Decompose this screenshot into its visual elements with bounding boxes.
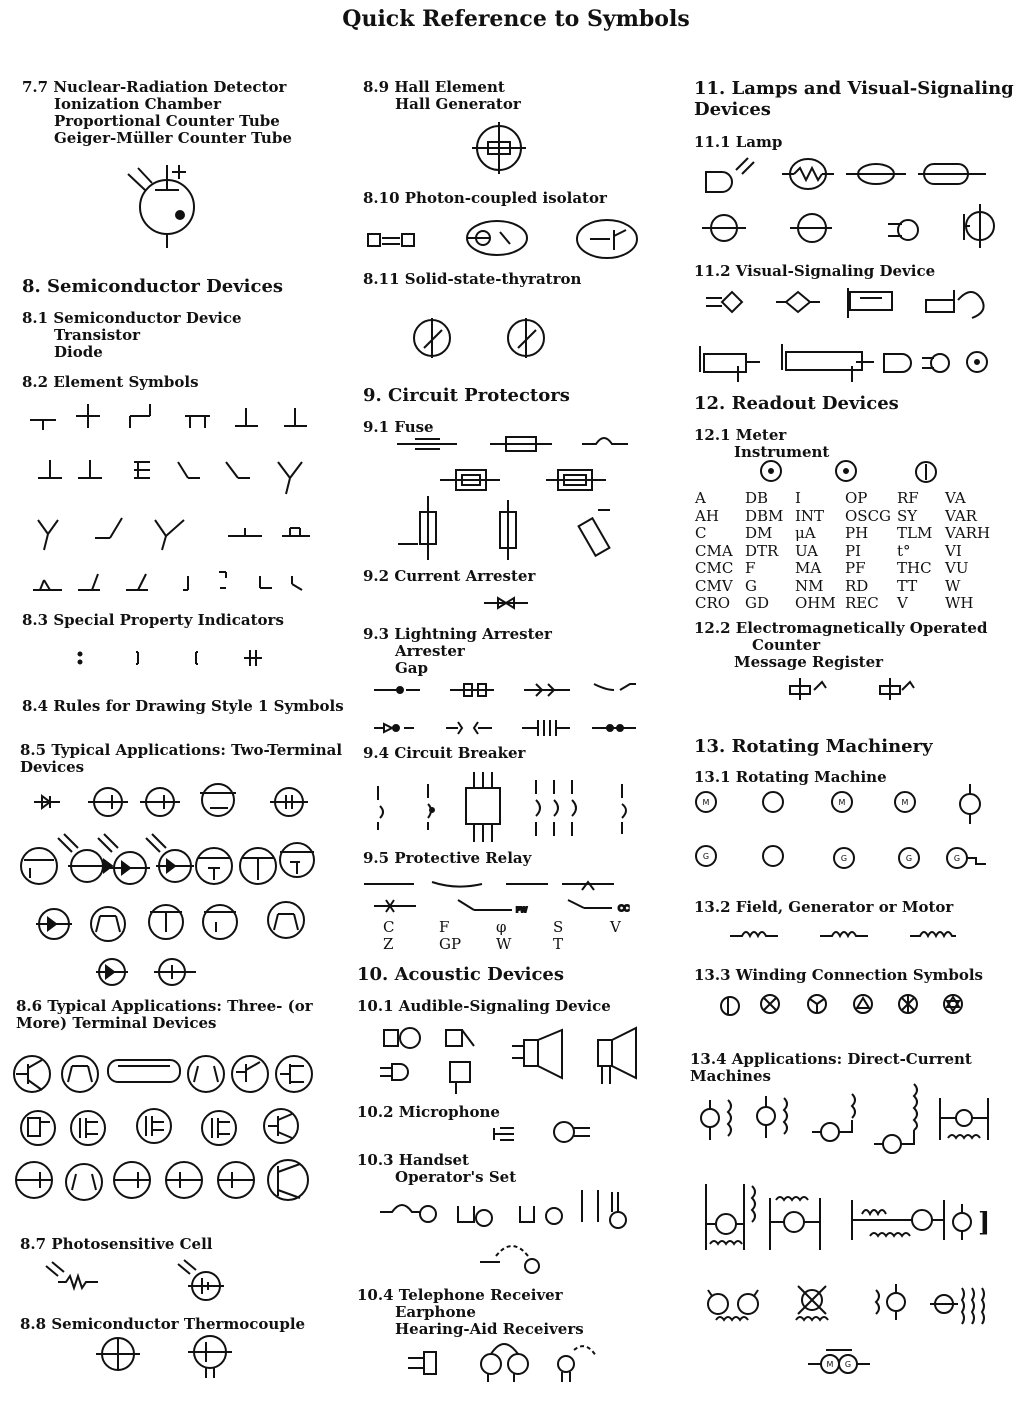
element-symbols [30,404,310,590]
section-8-8-heading: 8.8 Semiconductor Thermocouple [20,1315,306,1333]
microphone-symbols [494,1122,590,1142]
section-8-10-heading: 8.10 Photon-coupled isolator [363,189,607,207]
meter-code: W [945,576,961,595]
section-8-3-heading: 8.3 Special Property Indicators [22,611,284,629]
section-10-3-heading: 10.3 Handset Operator's Set [357,1151,517,1186]
meter-code: VI [945,541,962,560]
bracket-mark: ] [978,1208,991,1238]
section-12-1-heading: 12.1 Meter Instrument [694,426,830,461]
meter-code: TLM [897,524,933,542]
lightning-arrester-symbols [374,684,636,736]
machine-letter-g-2: G [840,854,848,863]
section-12-2-heading: 12.2 Electromagnetically Operated Counter Message Register [694,619,988,671]
machine-letter-g-3: G [905,854,913,863]
meter-code: PF [845,559,866,577]
meter-code: OP [845,489,868,507]
meter-code: CMA [695,541,733,560]
section-11-heading: 11. Lamps and Visual-Signaling Devices [694,78,1014,120]
section-8-1-heading: 8.1 Semiconductor Device Transistor Diode [22,309,242,361]
meter-code: NM [795,576,824,595]
meter-code: F [745,559,756,577]
meter-code: t° [897,541,911,560]
section-10-2-heading: 10.2 Microphone [357,1103,500,1121]
meter-code: C [695,524,707,542]
section-9-heading: 9. Circuit Protectors [363,385,570,406]
meter-code: DBM [745,506,784,525]
visual-signaling-symbols [700,288,987,382]
page-title: Quick Reference to Symbols [342,6,690,32]
section-8-heading: 8. Semiconductor Devices [22,276,284,297]
section-13-heading: 13. Rotating Machinery [694,736,933,757]
section-9-5-heading: 9.5 Protective Relay [363,849,532,867]
meter-code: V [897,594,908,612]
meter-code: OHM [795,594,836,612]
section-8-2-heading: 8.2 Element Symbols [22,373,199,391]
machine-letter-g: G [702,852,710,861]
circuit-breaker-symbols [378,772,626,842]
meter-code: I [795,489,801,507]
telephone-receiver-symbols [408,1344,596,1382]
dc-machine-symbols [701,1084,991,1373]
special-property-indicators [136,650,262,666]
section-11-1-heading: 11.1 Lamp [694,133,783,151]
meter-code: MA [795,559,822,577]
mg-letter-g: G [844,1360,852,1369]
section-10-heading: 10. Acoustic Devices [357,964,565,985]
section-8-5-heading: 8.5 Typical Applications: Two-Terminal Devices [20,741,343,776]
lamp-symbols [702,158,994,248]
meter-code: GD [745,594,770,612]
meter-code: A [695,489,706,507]
section-10-1-heading: 10.1 Audible-Signaling Device [357,997,611,1015]
machine-letter-g-4: G [953,854,961,863]
section-10-4-heading: 10.4 Telephone Receiver Earphone Hearing-Aid Receivers [357,1286,584,1338]
solid-state-thyratron-symbols [414,318,544,358]
relay-tag-cc: CC [618,904,630,913]
machine-letter-m: M [702,798,710,807]
section-13-4-heading: 13.4 Applications: Direct-Current Machines [690,1050,972,1085]
audible-signaling-symbols [380,1028,636,1094]
relay-letter-grid: C F φ S V Z GP W T [383,918,621,953]
meter-code: SY [897,506,918,525]
photosensitive-cell-symbols [46,1260,224,1300]
section-7-7-heading: 7.7 Nuclear-Radiation Detector Ionization Chamber Proportional Counter Tube Geiger-Müller Counter Tube [22,78,292,147]
section-13-1-heading: 13.1 Rotating Machine [694,768,887,786]
meter-code: VA [945,489,966,507]
section-9-4-heading: 9.4 Circuit Breaker [363,744,526,762]
section-9-1-heading: 9.1 Fuse [363,418,434,436]
meter-code: G [745,576,757,595]
section-8-7-heading: 8.7 Photosensitive Cell [20,1235,213,1253]
section-8-6-heading: 8.6 Typical Applications: Three- (or More) Terminal Devices [16,997,313,1032]
meter-code: REC [845,594,879,612]
two-terminal-devices [21,784,314,985]
meter-code: DM [745,524,773,542]
photon-coupled-isolator-symbols [368,220,637,258]
machine-letter-m-3: M [901,798,909,807]
meter-code: DB [745,489,769,507]
section-8-4-heading: 8.4 Rules for Drawing Style 1 Symbols [22,697,344,715]
meter-code: OSCG [845,506,892,525]
section-9-2-heading: 9.2 Current Arrester [363,567,536,585]
meter-code: CRO [695,594,731,612]
section-13-3-heading: 13.3 Winding Connection Symbols [694,966,983,984]
meter-code: RD [845,576,869,595]
meter-code: DTR [745,541,779,560]
meter-code: PH [845,524,869,542]
section-8-9-heading: 8.9 Hall Element Hall Generator [363,78,521,113]
meter-code: WH [945,594,974,612]
meter-code: AH [695,506,719,525]
meter-code: THC [897,559,932,577]
handset-symbols [380,1190,626,1273]
protective-relay-symbols [364,882,614,912]
meter-code: VARH [945,524,991,542]
field-winding-symbols [730,932,956,936]
counter-symbols [790,678,914,700]
section-11-2-heading: 11.2 Visual-Signaling Device [694,262,936,280]
fuse-symbols [397,437,628,560]
relay-tag-pw: PW [516,906,528,914]
meter-code: INT [795,506,825,525]
mg-letter-m: M [826,1360,834,1369]
hall-element-symbol [472,122,526,174]
machine-letter-m-2: M [838,798,846,807]
section-12-heading: 12. Readout Devices [694,393,899,414]
meter-code: μA [795,524,816,542]
thermocouple-symbols [96,1336,232,1378]
section-13-2-heading: 13.2 Field, Generator or Motor [694,898,954,916]
meter-code: CMC [695,559,734,577]
meter-code: RF [897,489,919,507]
meter-code: VAR [945,506,977,525]
meter-code: TT [897,576,918,595]
meter-code: VU [945,559,969,577]
meter-code: UA [795,541,819,560]
section-8-11-heading: 8.11 Solid-state-thyratron [363,270,582,288]
current-arrester-symbol [484,598,528,608]
meter-code: PI [845,541,862,560]
section-9-3-heading: 9.3 Lightning Arrester Arrester Gap [363,625,552,677]
nuclear-detector-symbol [128,165,194,248]
three-terminal-devices [14,1056,312,1200]
winding-connection-symbols [721,995,962,1015]
meter-code: CMV [695,576,733,595]
